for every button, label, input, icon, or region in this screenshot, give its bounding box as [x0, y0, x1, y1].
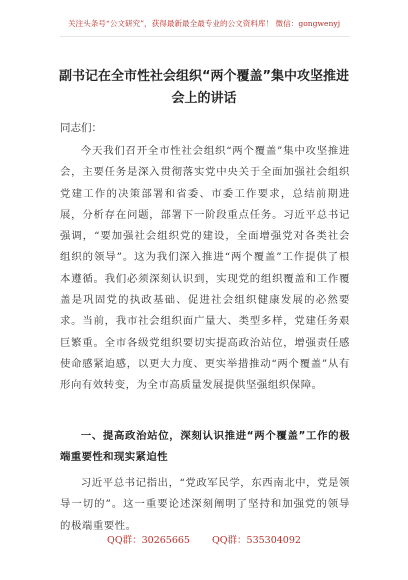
document-title: 副书记在全市性社会组织“两个覆盖”集中攻坚推进会上的讲话: [58, 69, 350, 106]
footer-qq-group-2: QQ群：535304092: [211, 535, 301, 546]
header-divider: [60, 36, 350, 37]
section-heading: 一、提高政治站位，深刻认识推进“两个覆盖”工作的极端重要性和现实紧迫性: [60, 430, 350, 463]
section-paragraph: 习近平总书记指出，“党政军民学，东西南北中，党是领导一切的”。这一重要论述深刻阐明了坚持和加强党的领导的极端重要性。: [60, 477, 350, 532]
salutation: 同志们：: [60, 122, 102, 134]
header-banner: 关注头条号“公文研究”，获得最新最全最专业的公文资料库！ 微信：gongwenyj: [67, 19, 341, 28]
body-paragraph: 今天我们召开全市性社会组织“两个覆盖”集中攻坚推进会，主要任务是深入贯彻落实党中央关于全面加强社会组织党建工作的决策部署和省委、市委工作要求，总结前期进展，分析存在问题，部署下一阶段重点任务。习近平总书记强调，“要加强社会组织党的建设，全面增强党对各类社会组织的领导”。这为我们深入推进“两个覆盖”工作提供了根本遵循。我们必须深刻认识到，实现党的组织覆盖和工作覆盖是巩固党的执政基础、促进社会组织健康发展的必然要求。当前，我市社会组织面广量大、类型多样，党建任务艰巨繁重。全市各级党组织要切实提高政治站位，增强责任感使命感紧迫感，以更大力度、更实举措推动“两个覆盖”从有形向有效转变，为全市高质量发展提供坚强组织保障。: [60, 145, 350, 392]
footer-contact: [0, 534, 408, 548]
footer-qq-group-1: QQ群：30265665: [107, 535, 190, 546]
